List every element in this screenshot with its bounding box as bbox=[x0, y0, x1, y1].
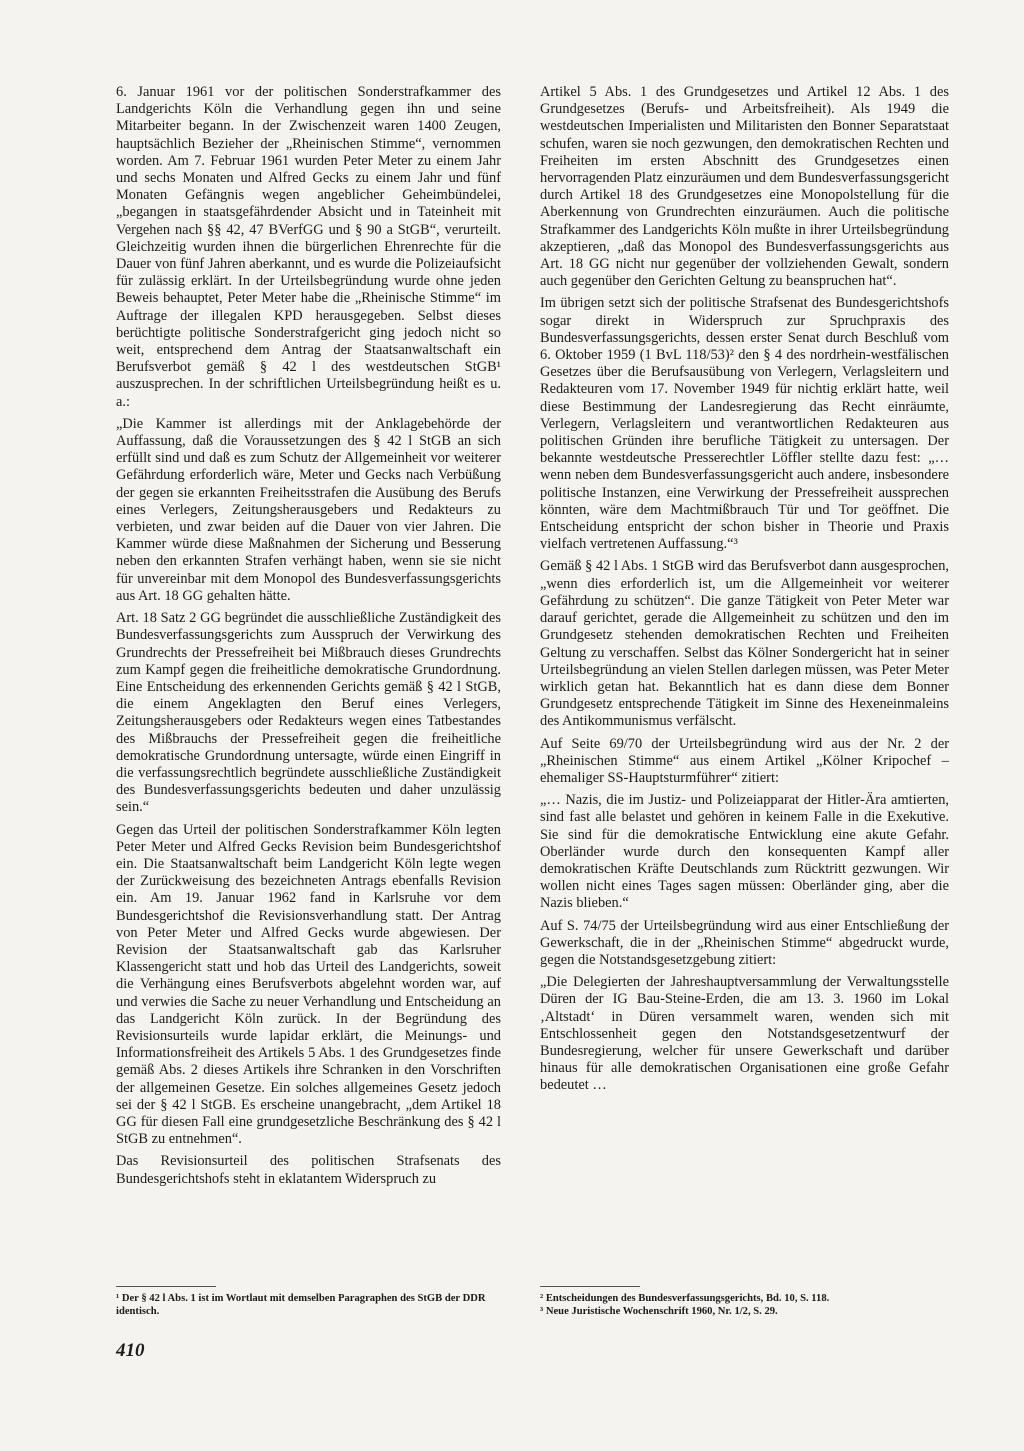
footnotes-right bbox=[540, 1292, 949, 1318]
right-text-column bbox=[540, 84, 949, 1100]
paragraph: Gegen das Urteil der politischen Sonderstrafkammer Köln legten Peter Meter und Alfred Gecks Revision beim Bundesgerichtshof ein. Die Staatsanwaltschaft beim Landgericht Köln legte wegen der Zurückweisung des bezeichneten Antrags ebenfalls Revision ein. Am 19. Januar 1962 fand in Karlsruhe vor dem Bundesgerichtshof die Revisionsverhandlung statt. Der Antrag von Peter Meter und Alfred Gecks wurde abgewiesen. Der Revision der Staatsanwaltschaft gab das Karlsruher Klassengericht statt und hob das Urteil des Landgerichts, soweit die Verhängung eines Berufsverbots abgelehnt worden war, auf und verwies die Sache zu neuer Verhandlung und Entscheidung an das Landgericht Köln zurück. In der Begründung des Revisionsurteils wurde lapidar erklärt, die Meinungs- und Informationsfreiheit des Artikels 5 Abs. 1 des Grundgesetzes finde gemäß Abs. 2 dieses Artikels ihre Schranken in den Vorschriften der allgemeinen Gesetze. Ein solches allgemeines Gesetz jedoch sei der § 42 l StGB. Es erscheine unangebracht, „dem Artikel 18 GG für diesen Fall eine grundgesetzliche Beschränkung des § 42 l StGB zu entnehmen“. bbox=[116, 821, 501, 1148]
paragraph: Das Revisionsurteil des politischen Strafsenats des Bundesgerichtshofs steht in eklatantem Widerspruch zu bbox=[116, 1153, 501, 1187]
paragraph: 6. Januar 1961 vor der politischen Sonderstrafkammer des Landgerichts Köln die Verhandlung gegen ihn und seine Mitarbeiter begann. In der Zwischenzeit waren 1400 Zeugen, hauptsächlich Bezieher der „Rheinischen Stimme“, vernommen worden. Am 7. Februar 1961 wurden Peter Meter zu einem Jahr und sechs Monaten und Alfred Gecks zu einem Jahr und fünf Monaten Gefängnis wegen angeblicher Geheimbündelei, „begangen in staatsgefährdender Absicht und in Tateinheit mit Vergehen nach §§ 42, 47 BVerfGG und § 90 a StGB“, verurteilt. Gleichzeitig wurden ihnen die bürgerlichen Ehrenrechte für die Dauer von fünf Jahren aberkannt, und es wurde die Polizeiaufsicht für zulässig erklärt. In der Urteilsbegründung wurde ohne jeden Beweis behauptet, Peter Meter habe die „Rheinische Stimme“ im Auftrage der illegalen KPD herausgegeben. Selbst dieses berüchtigte politische Sonderstrafgericht ging jedoch nicht so weit, entsprechend dem Antrag der Staatsanwaltschaft ein Berufsverbot gemäß § 42 l des westdeutschen StGB¹ auszusprechen. In der schriftlichen Urteilsbegründung heißt es u. a.: bbox=[116, 84, 501, 410]
quote-paragraph: „Die Kammer ist allerdings mit der Anklagebehörde der Auffassung, daß die Voraussetzungen des § 42 l StGB an sich erfüllt sind und daß es zum Schutz der Allgemeinheit vor weiterer Gefährdung erforderlich wäre, Meter und Gecks nach Verbüßung der gegen sie erkannten Freiheitsstrafen die Ausübung des Berufs eines Verlegers, Zeitungsherausgebers und Redakteurs zu verbieten, und zwar beiden auf die Dauer von vier Jahren. Die Kammer würde diese Maßnahmen der Sicherung und Besserung neben den erkannten Strafen verhängt haben, wenn sie sie nicht für unvereinbar mit dem Monopol des Bundesverfassungsgerichts aus Art. 18 GG gehalten hätte. bbox=[116, 415, 501, 604]
quote-paragraph: „… Nazis, die im Justiz- und Polizeiapparat der Hitler-Ära amtierten, sind fast alle belastet und gehören in keinem Falle in die Exekutive. Sie sind für die demokratische Entwicklung eine akute Gefahr. Oberländer wurde durch den konsequenten Kampf aller demokratischen Kräfte Deutschlands zum Rücktritt gezwungen. Wir wollen nicht eines Tages sagen müssen: Oberländer ging, aber die Nazis blieben.“ bbox=[540, 792, 949, 912]
footnote-rule bbox=[540, 1286, 640, 1287]
footnote: ² Entscheidungen des Bundesverfassungsgerichts, Bd. 10, S. 118. bbox=[540, 1293, 830, 1304]
paragraph: Auf Seite 69/70 der Urteilsbegründung wird aus der Nr. 2 der „Rheinischen Stimme“ aus einem Artikel „Kölner Kripochef – ehemaliger SS-Hauptsturmführer“ zitiert: bbox=[540, 735, 949, 786]
footnote: ¹ Der § 42 l Abs. 1 ist im Wortlaut mit demselben Paragraphen des StGB der DDR identisch. bbox=[116, 1293, 486, 1317]
quote-paragraph: „Die Delegierten der Jahreshauptversammlung der Verwaltungsstelle Düren der IG Bau-Steine-Erden, die am 13. 3. 1960 im Lokal ‚Altstadt‘ in Düren versammelt waren, wenden sich mit Entschlossenheit gegen den Notstandsgesetzentwurf der Bundesregierung, welcher für unsere Gewerkschaft und darüber hinaus für alle demokratischen Organisationen eine große Gefahr bedeutet … bbox=[540, 974, 949, 1094]
footnote-rule bbox=[116, 1286, 216, 1287]
footnote: ³ Neue Juristische Wochenschrift 1960, Nr. 1/2, S. 29. bbox=[540, 1306, 778, 1317]
paragraph: Artikel 5 Abs. 1 des Grundgesetzes und Artikel 12 Abs. 1 des Grundgesetzes (Berufs- und Arbeitsfreiheit). Als 1949 die westdeutschen Imperialisten und Militaristen den Bonner Separatstaat schufen, waren sie noch gezwungen, den demokratischen Rechten und Freiheiten im ersten Abschnitt des Grundgesetzes einen hervorragenden Platz einzuräumen und dem Bundesverfassungsgericht durch Artikel 18 des Grundgesetzes eine Monopolstellung für die Aberkennung von Grundrechten einzuräumen. Auch die politische Strafkammer des Landgerichts Köln mußte in ihrer Urteilsbegründung akzeptieren, „daß das Monopol des Bundesverfassungsgerichts aus Art. 18 GG nicht nur gegenüber der vollziehenden Gewalt, sondern auch gegenüber den Gerichten Geltung zu beanspruchen hat“. bbox=[540, 84, 949, 290]
paragraph: Auf S. 74/75 der Urteilsbegründung wird aus einer Entschließung der Gewerkschaft, die in der „Rheinischen Stimme“ abgedruckt wurde, gegen die Notstandsgesetzgebung zitiert: bbox=[540, 917, 949, 968]
paragraph: Im übrigen setzt sich der politische Strafsenat des Bundesgerichtshofs sogar direkt in Widerspruch zur Spruchpraxis des Bundesverfassungsgerichts, dessen erster Senat durch Beschluß vom 6. Oktober 1959 (1 BvL 118/53)² den § 4 des nordrhein-westfälischen Gesetzes über die Berufsausübung von Verlegern, Verlagsleitern und Redakteuren vom 17. November 1949 für nichtig erklärt hatte, weil diese Bestimmung der Landesregierung das Recht einräumte, Verlegern, Verlagsleitern und verantwortlichen Redakteuren aus politischen Gründen ihre berufliche Tätigkeit zu untersagen. Der bekannte westdeutsche Presserechtler Löffler stellte dazu fest: „… wenn neben dem Bundesverfassungsgericht auch andere, insbesondere politische Instanzen, eine Verwirkung der Pressefreiheit aussprechen könnten, wäre dem Machtmißbrauch Tür und Tor geöffnet. Die Entscheidung entspricht der schon bisher in Theorie und Praxis vielfach vertretenen Auffassung.“³ bbox=[540, 295, 949, 553]
paragraph: Gemäß § 42 l Abs. 1 StGB wird das Berufsverbot dann ausgesprochen, „wenn dies erforderlich ist, um die Allgemeinheit vor weiterer Gefährdung zu schützen“. Die ganze Tätigkeit von Peter Meter war darauf gerichtet, gerade die Allgemeinheit zu schützen und den im Grundgesetz stehenden demokratischen Rechten und Freiheiten Geltung zu verschaffen. Selbst das Kölner Sondergericht hat in seiner Urteilsbegründung an vielen Stellen darlegen müssen, was Peter Meter wirklich getan hat. Bekanntlich hat es dann diese dem Bonner Grundgesetz entsprechende Tätigkeit im Sinne des Hexeneinmaleins des Antikommunismus verfälscht. bbox=[540, 558, 949, 730]
quote-paragraph: Art. 18 Satz 2 GG begründet die ausschließliche Zuständigkeit des Bundesverfassungsgerichts zum Ausspruch der Verwirkung des Grundrechts der Pressefreiheit bei Mißbrauch dieses Grundrechts zum Kampf gegen die freiheitliche demokratische Grundordnung. Eine Entscheidung des erkennenden Gerichts gemäß § 42 l StGB, die einem Angeklagten den Beruf eines Verlegers, Zeitungsherausgebers oder Redakteurs wegen eines Tatbestandes des Mißbrauchs der Pressefreiheit gegen die freiheitliche demokratische Grundordnung untersagte, würde einen Eingriff in die verfassungsrechtlich begründete ausschließliche Zuständigkeit des Bundesverfassungsgerichts bedeuten und daher unzulässig sein.“ bbox=[116, 610, 501, 816]
footnotes-left bbox=[116, 1292, 501, 1318]
left-text-column bbox=[116, 84, 501, 1193]
page-number: 410 bbox=[116, 1340, 145, 1361]
